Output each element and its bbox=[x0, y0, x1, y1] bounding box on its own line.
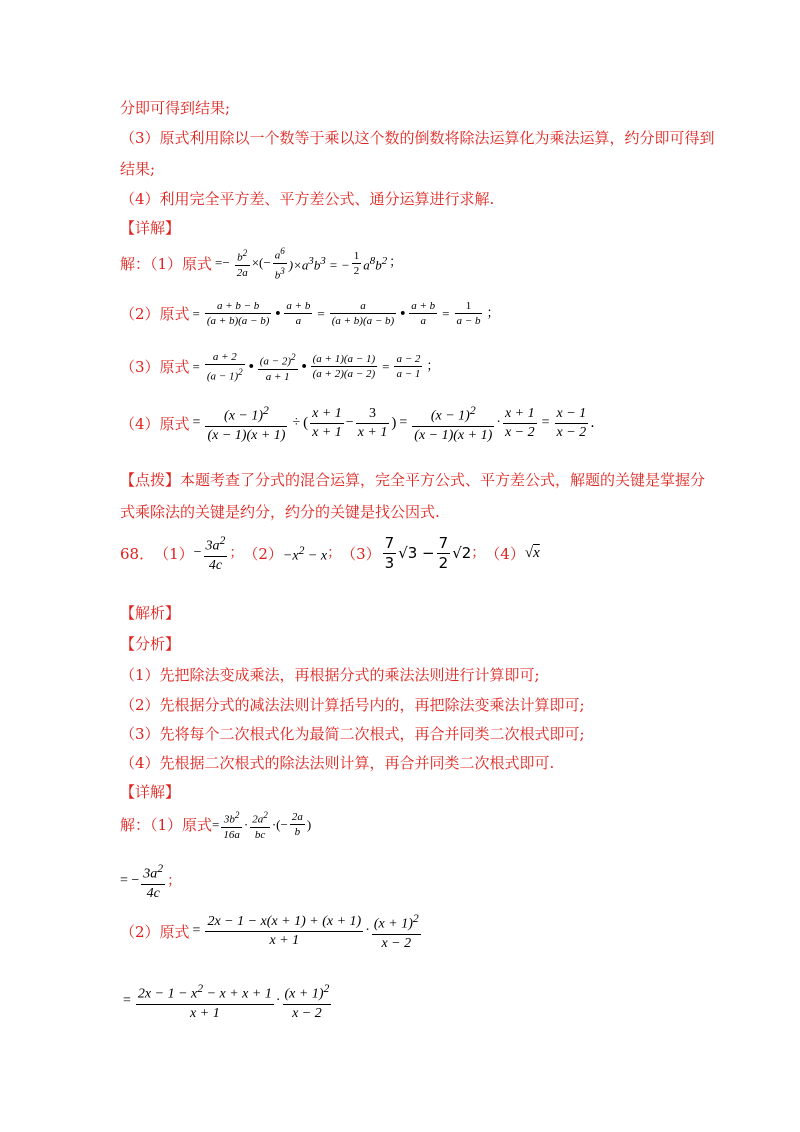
text-line: （4）先根据二次根式的除法法则计算，再合并同类二次根式即可. bbox=[120, 754, 555, 772]
detail-eq-2: （2）原式 = $\frac{2x - 1 - x(x + 1) + (x + 1)}{x + 1}$ · $\frac{(x + 1)^2}{x - 2}$ bbox=[120, 912, 419, 951]
label: （4）原式 bbox=[120, 414, 190, 433]
text-line: （1）先把除法变成乘法，再根据分式的乘法法则进行计算即可; bbox=[120, 666, 540, 684]
section-heading: 【解析】 bbox=[120, 604, 181, 622]
text-line: （3）先将每个二次根式化为最简二次根式，再合并同类二次根式即可; bbox=[120, 725, 585, 743]
label: 解：（1）原式 bbox=[120, 254, 213, 273]
text-line: （4）利用完全平方差、平方差公式、通分运算进行求解. bbox=[120, 190, 495, 208]
text-line: 分即可得到结果; bbox=[120, 99, 231, 117]
dianbo-line-2: 式乘除法的关键是约分，约分的关键是找公因式. bbox=[120, 503, 440, 521]
text-line: （2）先根据分式的减法法则计算括号内的，再把除法变乘法计算即可; bbox=[120, 696, 585, 714]
text-line: 结果; bbox=[120, 160, 156, 178]
equation-3: （3）原式 = $\frac{a + 2}{(a - 1)^2}$ • $\frac{(a - 2)^2}{a + 1}$ • $\frac{(a + 1)(a - 1)}{(a + 2)(a - 2)}$ = $\frac{a - 2}{a - 1}$ ； bbox=[120, 351, 440, 383]
detail-eq-1: 解：（1）原式 = $\frac{3b^2}{16a}$ · $\frac{2a^2}{bc}$ ·(− $\frac{2a}{b}$ ) bbox=[120, 810, 312, 841]
label: （2）原式 bbox=[120, 305, 190, 323]
detail-eq-1b: = − $\frac{3a^2}{4c}$ ； bbox=[120, 862, 182, 901]
section-heading: 【详解】 bbox=[120, 783, 181, 801]
answer-68: 68． （1） − $\frac{3a^2}{4c}$ ； （2） $-x^2 - x$ ； （3） $\frac{7}{3}$ √3 − $\frac{7}{2}$ √2 ； （4） √x bbox=[120, 533, 540, 573]
section-heading: 【详解】 bbox=[120, 219, 181, 237]
equation-1: 解：（1）原式 =− $\frac{b^2}{2a}$ ×(− $\frac{a^6}{b^3}$ )$\times a^3b^3$ = − $\frac{1}{2}$ $a^8b^2$ ； bbox=[120, 246, 403, 282]
section-heading: 【分析】 bbox=[120, 635, 181, 653]
question-number: 68． bbox=[120, 544, 155, 563]
equation-4: （4）原式 = $\frac{(x - 1)^2}{(x - 1)(x + 1)}$ ÷ ( $\frac{x + 1}{x + 1}$ − $\frac{3}{x + 1}$ ) = $\frac{(x - 1)^2}{(x - 1)(x + 1)}$ · $\frac{x + 1}{x - 2}$ = $\frac{x - 1}{x - 2}$ . bbox=[120, 404, 595, 443]
label: 解：（1）原式 bbox=[120, 816, 213, 835]
equation-2: （2）原式 = $\frac{a + b - b}{(a + b)(a - b)}$ • $\frac{a + b}{a}$ = $\frac{a}{(a + b)(a - b)}$ • $\frac{a + b}{a}$ = $\frac{1}{a - b}$ ； bbox=[120, 300, 500, 327]
label: （2）原式 bbox=[120, 922, 190, 941]
dianbo-line: 【点拨】本题考查了分式的混合运算，完全平方公式、平方差公式，解题的关键是掌握分 bbox=[120, 471, 706, 489]
label: （3）原式 bbox=[120, 358, 190, 377]
text-line: （3）原式利用除以一个数等于乘以这个数的倒数将除法运算化为乘法运算，约分即可得到 bbox=[120, 129, 715, 147]
tag: 【点拨】 bbox=[120, 471, 181, 489]
detail-eq-2b: = $\frac{2x - 1 - x^2 - x + x + 1}{x + 1}$ · $\frac{(x + 1)^2}{x - 2}$ bbox=[123, 982, 330, 1021]
